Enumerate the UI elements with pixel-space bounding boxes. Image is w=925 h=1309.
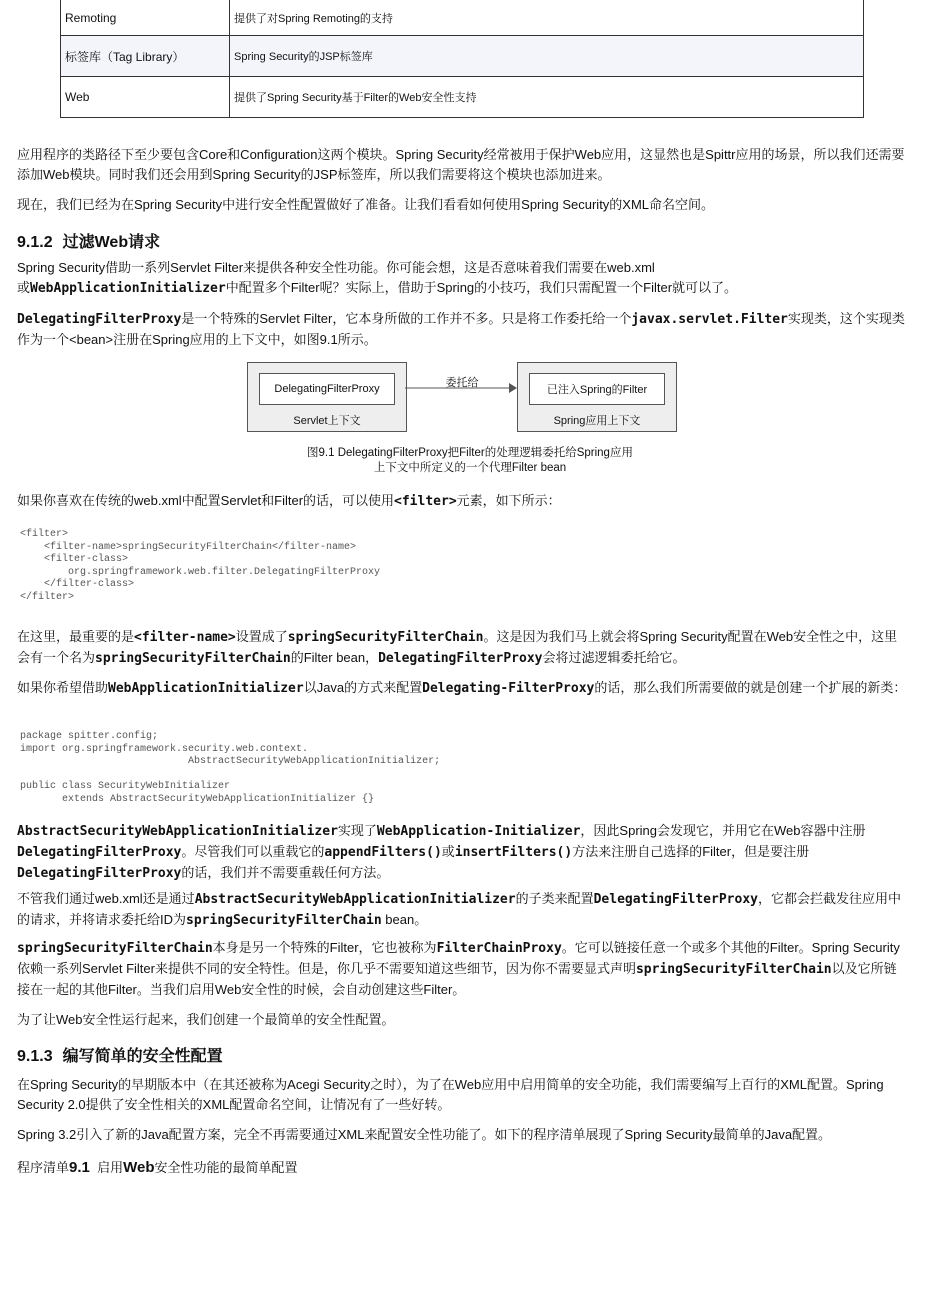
paragraph: [17, 678, 907, 699]
spring-filter-node: 已注入Spring的Filter: [529, 373, 665, 405]
figure-caption: [280, 446, 660, 476]
text-run: 的Filter bean，: [290, 650, 379, 665]
listing-text: 启用: [97, 1160, 124, 1175]
inline-code: FilterChainProxy: [436, 941, 562, 956]
text-run: 在这里，最重要的是: [17, 629, 135, 644]
paragraph: 在Spring Security的早期版本中（在其还被称为Acegi Security之时），为了在Web应用中启用简单的安全功能，我们需要编写上百行的XML配置。Spring Security 2.0提供了安全性相关的XML配置命名空间，让情况有了一些好转。: [17, 1077, 884, 1112]
box-caption: Servlet上下文: [293, 415, 361, 427]
text-run: 以及它所链接在一起的其他Filter。当我们启用Web安全性的时候，会自动创建这些Filter。: [17, 961, 897, 997]
section-title-part: 过滤: [62, 234, 95, 251]
module-desc-cell: 提供了Spring Security基于Filter的Web安全性支持: [230, 77, 864, 118]
inline-code: WebApplicationInitializer: [30, 281, 226, 296]
paragraph: [17, 491, 907, 512]
delegation-diagram: [247, 362, 677, 432]
text-run: 。它可以链接任意一个或多个其他的Filter。Spring Security依赖一系列Servlet Filter来提供不同的安全特性。但是，你几乎不需要知道这些细节，因为你不需要显式声明: [17, 940, 900, 976]
text-run: bean。: [381, 912, 428, 927]
inline-code: insertFilters(): [454, 845, 573, 860]
spring-context-box: [517, 362, 677, 432]
module-name-cell: Web: [61, 77, 230, 118]
paragraph: 为了让Web安全性运行起来，我们创建一个最简单的安全性配置。: [17, 1012, 395, 1027]
code-block: package spitter.config; import org.springframework.security.web.context. AbstractSecurityWebApplicationInitializer; public class SecurityWebInitializer extends AbstractSecurityWebApplicationInitializer {}: [20, 731, 441, 805]
text-run: Spring Security借助一系列Servlet Filter来提供各种安全性功能。你可能会想，这是否意味着我们需要在web.xml: [17, 260, 655, 275]
section-number: 9.1.3: [17, 1048, 53, 1065]
inline-code: javax.servlet.Filter: [631, 312, 788, 327]
text-run: 的话，那么我们所需要做的就是创建一个扩展的新类：: [594, 680, 907, 695]
paragraph: 应用程序的类路径下至少要包含Core和Configuration这两个模块。Spring Security经常被用于保护Web应用，这显然也是Spittr应用的场景，所以我们还需要添加Web模块。同时我们还会用到Spring Security的JSP标签库，所以我们需要将这个模块也添加进来。: [17, 147, 905, 182]
paragraph: [17, 258, 907, 299]
delegation-arrow: [405, 362, 517, 432]
text-run: 实现类，这个实现类作为一个<bean>注册在Spring应用的上下文中，如图9.1所示。: [17, 311, 905, 347]
listing-text-bold: Web: [123, 1159, 155, 1176]
inline-code: AbstractSecurityWebApplicationInitializer: [194, 892, 516, 907]
paragraph: Spring 3.2引入了新的Java配置方案，完全不再需要通过XML来配置安全性功能了。如下的程序清单展现了Spring Security最简单的Java配置。: [17, 1127, 832, 1142]
paragraph: [17, 821, 907, 884]
inline-code: DelegatingFilterProxy: [17, 312, 182, 327]
inline-code: AbstractSecurityWebApplicationInitializer: [17, 824, 338, 839]
table-row: [61, 77, 864, 118]
section-title-part: 请求: [128, 234, 161, 251]
inline-code: appendFilters(): [324, 845, 442, 860]
module-name-cell: Remoting: [61, 0, 230, 36]
arrow-label: 委托给: [445, 377, 479, 389]
listing-number: 9.1: [69, 1159, 90, 1176]
text-run: 设置成了: [235, 629, 288, 644]
text-run: 如果你喜欢在传统的web.xml中配置Servlet和Filter的话，可以使用: [17, 493, 395, 508]
text-run: 或: [441, 844, 455, 859]
modules-table: [60, 0, 864, 118]
text-run: 。这是因为我们马上就会将Spring Security配置在Web安全性之中，这里会有一个名为: [17, 629, 898, 665]
table-row: [61, 0, 864, 36]
inline-code: springSecurityFilterChain: [186, 913, 382, 928]
paragraph: [17, 938, 907, 1000]
text-run: 的子类来配置: [515, 891, 594, 906]
box-caption: Spring应用上下文: [553, 415, 641, 427]
caption-line: 图9.1 DelegatingFilterProxy把Filter的处理逻辑委托给Spring应用: [307, 447, 633, 459]
module-desc-cell: 提供了对Spring Remoting的支持: [230, 0, 864, 36]
section-heading: [17, 229, 160, 252]
text-run: 会将过滤逻辑委托给它。: [542, 650, 686, 665]
inline-code: DelegatingFilterProxy: [17, 845, 182, 860]
inline-code: DelegatingFilterProxy: [17, 866, 182, 881]
delegating-proxy-node: DelegatingFilterProxy: [259, 373, 395, 405]
inline-code: springSecurityFilterChain: [95, 651, 291, 666]
caption-line: 上下文中所定义的一个代理Filter bean: [373, 462, 567, 474]
text-run: 或: [17, 280, 31, 295]
section-number: 9.1.2: [17, 234, 53, 251]
listing-prefix: 程序清单: [17, 1160, 70, 1175]
module-desc-cell: Spring Security的JSP标签库: [230, 36, 864, 77]
text-run: 中配置多个Filter呢？实际上，借助于Spring的小技巧，我们只需配置一个Filter就可以了。: [225, 280, 738, 295]
code-block: <filter> <filter-name>springSecurityFilterChain</filter-name> <filter-class> org.springframework.web.filter.DelegatingFilterProxy </filter-class> </filter>: [20, 529, 381, 603]
text-run: 方法来注册自己选择的Filter，但是要注册: [572, 844, 810, 859]
module-name-cell: 标签库（Tag Library）: [61, 36, 230, 77]
servlet-context-box: [247, 362, 407, 432]
inline-code: WebApplicationInitializer: [108, 681, 304, 696]
paragraph: [17, 309, 907, 350]
text-run: 。尽管我们可以重载它的: [181, 844, 325, 859]
inline-code: springSecurityFilterChain: [287, 630, 484, 645]
inline-code: <filter>: [394, 494, 457, 509]
text-run: 实现了: [337, 823, 377, 838]
listing-text: 安全性功能的最简单配置: [154, 1160, 298, 1175]
inline-code: WebApplication-Initializer: [376, 824, 581, 839]
inline-code: springSecurityFilterChain: [635, 962, 832, 977]
table-row: [61, 36, 864, 77]
section-title: 编写简单的安全性配置: [62, 1048, 223, 1065]
text-run: 本身是另一个特殊的Filter，它也被称为: [212, 940, 437, 955]
text-run: ，因此Spring会发现它，并用它在Web容器中注册: [580, 823, 866, 838]
inline-code: springSecurityFilterChain: [17, 941, 213, 956]
inline-code: <filter-name>: [134, 630, 236, 645]
text-run: 以Java的方式来配置: [303, 680, 423, 695]
section-title-part: Web: [94, 234, 129, 251]
inline-code: Delegating-FilterProxy: [422, 681, 595, 696]
text-run: 的话，我们并不需要重载任何方法。: [181, 865, 390, 880]
listing-title: [17, 1157, 298, 1176]
paragraph: [17, 889, 907, 931]
inline-code: DelegatingFilterProxy: [593, 892, 758, 907]
section-heading: [17, 1043, 223, 1066]
paragraph: [17, 627, 907, 669]
text-run: 是一个特殊的Servlet Filter，它本身所做的工作并不多。只是将工作委托给一个: [181, 311, 632, 326]
text-run: ，它都会拦截发往应用中的请求，并将请求委托给ID为: [17, 891, 901, 927]
inline-code: DelegatingFilterProxy: [378, 651, 543, 666]
text-run: 不管我们通过web.xml还是通过: [17, 891, 195, 906]
paragraph: 现在，我们已经为在Spring Security中进行安全性配置做好了准备。让我们看看如何使用Spring Security的XML命名空间。: [17, 197, 715, 212]
text-run: 如果你希望借助: [17, 680, 109, 695]
text-run: 元素，如下所示：: [456, 493, 561, 508]
